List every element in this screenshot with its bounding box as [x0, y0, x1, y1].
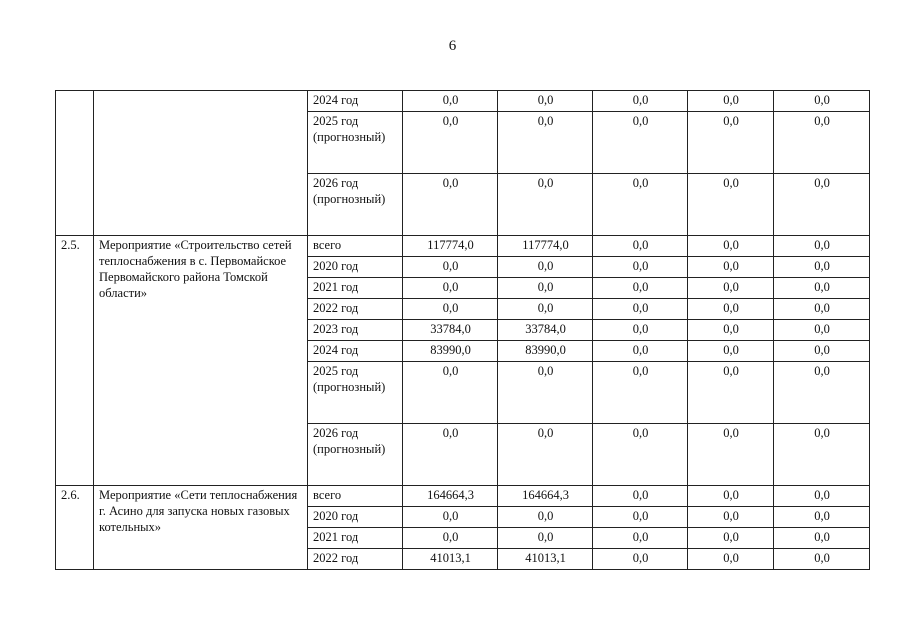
- period-cell: 2024 год: [308, 91, 403, 112]
- value-cell: 0,0: [498, 528, 593, 549]
- value-cell: 83990,0: [498, 341, 593, 362]
- period-cell: всего: [308, 236, 403, 257]
- value-cell: 0,0: [774, 424, 870, 486]
- value-cell: 0,0: [593, 362, 688, 424]
- value-cell: 33784,0: [403, 320, 498, 341]
- period-cell: 2025 год (прогнозный): [308, 362, 403, 424]
- value-cell: 0,0: [593, 486, 688, 507]
- value-cell: 0,0: [593, 236, 688, 257]
- period-cell: 2021 год: [308, 528, 403, 549]
- value-cell: 0,0: [688, 341, 774, 362]
- measure-title-cell: Мероприятие «Сети теплоснабжения г. Асино для запуска новых газовых котельных»: [94, 486, 308, 570]
- value-cell: 0,0: [774, 278, 870, 299]
- value-cell: 0,0: [498, 362, 593, 424]
- value-cell: 0,0: [774, 507, 870, 528]
- value-cell: 0,0: [688, 549, 774, 570]
- value-cell: 0,0: [403, 424, 498, 486]
- value-cell: 0,0: [498, 174, 593, 236]
- period-cell: 2021 год: [308, 278, 403, 299]
- value-cell: 83990,0: [403, 341, 498, 362]
- value-cell: 0,0: [403, 299, 498, 320]
- value-cell: 0,0: [774, 320, 870, 341]
- value-cell: 0,0: [498, 112, 593, 174]
- value-cell: 0,0: [403, 278, 498, 299]
- value-cell: 33784,0: [498, 320, 593, 341]
- value-cell: 117774,0: [498, 236, 593, 257]
- value-cell: 0,0: [688, 507, 774, 528]
- table-row: [56, 236, 870, 257]
- value-cell: 0,0: [593, 424, 688, 486]
- value-cell: 0,0: [593, 257, 688, 278]
- value-cell: 0,0: [688, 299, 774, 320]
- budget-table-body: [56, 91, 870, 570]
- value-cell: 0,0: [774, 362, 870, 424]
- value-cell: 0,0: [593, 507, 688, 528]
- measure-title-cell: [94, 91, 308, 236]
- value-cell: 0,0: [403, 528, 498, 549]
- value-cell: 41013,1: [403, 549, 498, 570]
- measure-code-cell: 2.5.: [56, 236, 94, 486]
- period-cell: 2020 год: [308, 507, 403, 528]
- value-cell: 0,0: [688, 236, 774, 257]
- value-cell: 0,0: [774, 528, 870, 549]
- value-cell: 0,0: [774, 236, 870, 257]
- value-cell: 0,0: [498, 507, 593, 528]
- value-cell: 0,0: [774, 341, 870, 362]
- value-cell: 0,0: [688, 112, 774, 174]
- value-cell: 0,0: [593, 299, 688, 320]
- value-cell: 0,0: [774, 174, 870, 236]
- value-cell: 0,0: [774, 91, 870, 112]
- period-cell: 2026 год (прогнозный): [308, 424, 403, 486]
- value-cell: 0,0: [593, 174, 688, 236]
- value-cell: 0,0: [774, 549, 870, 570]
- value-cell: 0,0: [498, 299, 593, 320]
- value-cell: 0,0: [688, 91, 774, 112]
- value-cell: 0,0: [403, 174, 498, 236]
- value-cell: 0,0: [593, 341, 688, 362]
- budget-table: [55, 90, 870, 570]
- period-cell: 2022 год: [308, 299, 403, 320]
- value-cell: 0,0: [593, 549, 688, 570]
- value-cell: 0,0: [593, 112, 688, 174]
- value-cell: 0,0: [688, 320, 774, 341]
- measure-title-cell: Мероприятие «Строительство сетей теплоснабжения в с. Первомайское Первомайского района Томской области»: [94, 236, 308, 486]
- value-cell: 164664,3: [498, 486, 593, 507]
- value-cell: 0,0: [688, 486, 774, 507]
- value-cell: 0,0: [593, 528, 688, 549]
- table-row: [56, 91, 870, 112]
- page-number: 6: [448, 38, 457, 54]
- value-cell: 0,0: [403, 112, 498, 174]
- value-cell: 0,0: [498, 257, 593, 278]
- period-cell: 2026 год (прогнозный): [308, 174, 403, 236]
- value-cell: 0,0: [688, 257, 774, 278]
- measure-code-cell: [56, 91, 94, 236]
- value-cell: 0,0: [403, 257, 498, 278]
- measure-code-cell: 2.6.: [56, 486, 94, 570]
- value-cell: 0,0: [688, 362, 774, 424]
- value-cell: 0,0: [593, 91, 688, 112]
- value-cell: 0,0: [403, 362, 498, 424]
- value-cell: 0,0: [498, 278, 593, 299]
- period-cell: 2022 год: [308, 549, 403, 570]
- period-cell: 2025 год (прогнозный): [308, 112, 403, 174]
- period-cell: 2024 год: [308, 341, 403, 362]
- value-cell: 0,0: [498, 424, 593, 486]
- value-cell: 0,0: [498, 91, 593, 112]
- value-cell: 0,0: [688, 174, 774, 236]
- period-cell: 2023 год: [308, 320, 403, 341]
- value-cell: 0,0: [774, 299, 870, 320]
- value-cell: 0,0: [774, 112, 870, 174]
- value-cell: 0,0: [774, 257, 870, 278]
- value-cell: 41013,1: [498, 549, 593, 570]
- value-cell: 0,0: [403, 91, 498, 112]
- value-cell: 117774,0: [403, 236, 498, 257]
- period-cell: 2020 год: [308, 257, 403, 278]
- period-cell: всего: [308, 486, 403, 507]
- value-cell: 0,0: [593, 320, 688, 341]
- table-row: [56, 486, 870, 507]
- value-cell: 0,0: [403, 507, 498, 528]
- value-cell: 0,0: [688, 278, 774, 299]
- value-cell: 164664,3: [403, 486, 498, 507]
- value-cell: 0,0: [688, 424, 774, 486]
- value-cell: 0,0: [774, 486, 870, 507]
- value-cell: 0,0: [593, 278, 688, 299]
- value-cell: 0,0: [688, 528, 774, 549]
